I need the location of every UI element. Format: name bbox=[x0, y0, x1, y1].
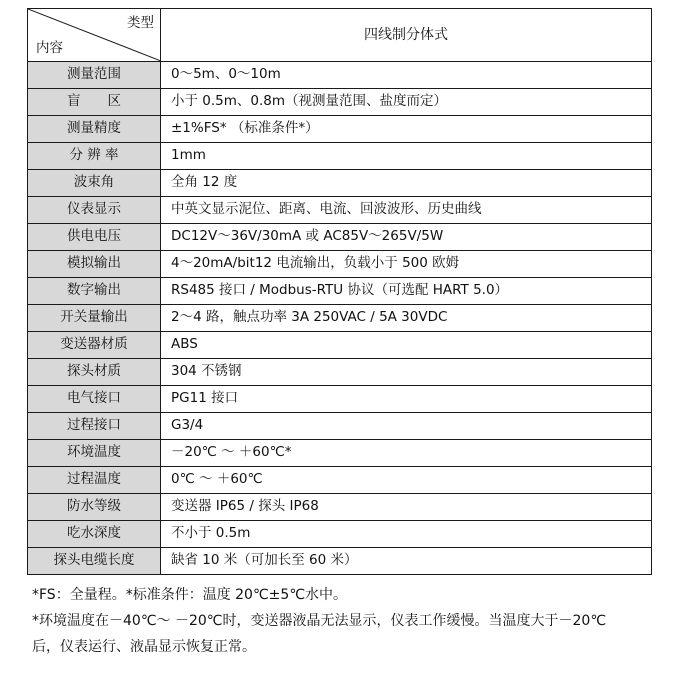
row-label: 盲 区 bbox=[28, 89, 161, 116]
row-label: 过程接口 bbox=[28, 413, 161, 440]
row-label: 探头电缆长度 bbox=[28, 548, 161, 575]
row-value: 2～4 路，触点功率 3A 250VAC / 5A 30VDC bbox=[161, 305, 652, 332]
table-row bbox=[28, 251, 652, 278]
table-row bbox=[28, 305, 652, 332]
table-row bbox=[28, 440, 652, 467]
row-value: 4～20mA/bit12 电流输出，负载小于 500 欧姆 bbox=[161, 251, 652, 278]
table-row bbox=[28, 89, 652, 116]
table-row bbox=[28, 521, 652, 548]
row-value: ±1%FS* （标准条件*） bbox=[161, 116, 652, 143]
row-label: 环境温度 bbox=[28, 440, 161, 467]
row-label: 过程温度 bbox=[28, 467, 161, 494]
row-label: 防水等级 bbox=[28, 494, 161, 521]
row-value: 不小于 0.5m bbox=[161, 521, 652, 548]
row-label: 吃水深度 bbox=[28, 521, 161, 548]
row-label: 分 辨 率 bbox=[28, 143, 161, 170]
column-title: 四线制分体式 bbox=[161, 9, 652, 62]
row-label: 探头材质 bbox=[28, 359, 161, 386]
row-value: DC12V～36V/30mA 或 AC85V～265V/5W bbox=[161, 224, 652, 251]
row-label: 数字输出 bbox=[28, 278, 161, 305]
row-value: 变送器 IP65 / 探头 IP68 bbox=[161, 494, 652, 521]
row-label: 测量范围 bbox=[28, 62, 161, 89]
table-row bbox=[28, 170, 652, 197]
row-value: 0～5m、0～10m bbox=[161, 62, 652, 89]
row-label: 开关量输出 bbox=[28, 305, 161, 332]
row-value: 缺省 10 米（可加长至 60 米） bbox=[161, 548, 652, 575]
row-value: 0℃ ～ ＋60℃ bbox=[161, 467, 652, 494]
row-value: －20℃ ～ ＋60℃* bbox=[161, 440, 652, 467]
spec-table bbox=[27, 8, 652, 575]
table-row bbox=[28, 359, 652, 386]
footnotes bbox=[32, 582, 652, 660]
row-value: RS485 接口 / Modbus-RTU 协议（可选配 HART 5.0） bbox=[161, 278, 652, 305]
row-value: ABS bbox=[161, 332, 652, 359]
row-label: 供电电压 bbox=[28, 224, 161, 251]
footnote-line: 后，仪表运行、液晶显示恢复正常。 bbox=[32, 639, 256, 655]
table-row bbox=[28, 116, 652, 143]
table-row bbox=[28, 278, 652, 305]
header-row bbox=[28, 9, 652, 62]
row-value: PG11 接口 bbox=[161, 386, 652, 413]
row-label: 变送器材质 bbox=[28, 332, 161, 359]
row-label: 模拟输出 bbox=[28, 251, 161, 278]
table-row bbox=[28, 143, 652, 170]
table-row bbox=[28, 224, 652, 251]
footnote-line: *环境温度在－40℃～ －20℃时，变送器液晶无法显示，仪表工作缓慢。当温度大于－20℃ bbox=[32, 613, 607, 629]
diagonal-header-cell bbox=[28, 9, 161, 62]
table-row bbox=[28, 467, 652, 494]
type-header-label: 类型 bbox=[127, 15, 154, 31]
table-row bbox=[28, 62, 652, 89]
table-row bbox=[28, 197, 652, 224]
row-value: 全角 12 度 bbox=[161, 170, 652, 197]
table-row bbox=[28, 332, 652, 359]
row-label: 测量精度 bbox=[28, 116, 161, 143]
row-value: 1mm bbox=[161, 143, 652, 170]
table-row bbox=[28, 413, 652, 440]
row-label: 波束角 bbox=[28, 170, 161, 197]
row-label: 电气接口 bbox=[28, 386, 161, 413]
row-value: 304 不锈钢 bbox=[161, 359, 652, 386]
row-value: 中英文显示泥位、距离、电流、回波波形、历史曲线 bbox=[161, 197, 652, 224]
content-header-label: 内容 bbox=[36, 39, 63, 56]
footnote-line: *FS：全量程。*标准条件：温度 20℃±5℃水中。 bbox=[32, 587, 348, 603]
table-row bbox=[28, 386, 652, 413]
row-value: G3/4 bbox=[161, 413, 652, 440]
table-row bbox=[28, 548, 652, 575]
row-label: 仪表显示 bbox=[28, 197, 161, 224]
row-value: 小于 0.5m、0.8m（视测量范围、盐度而定） bbox=[161, 89, 652, 116]
table-row bbox=[28, 494, 652, 521]
spec-table-body bbox=[28, 9, 652, 575]
